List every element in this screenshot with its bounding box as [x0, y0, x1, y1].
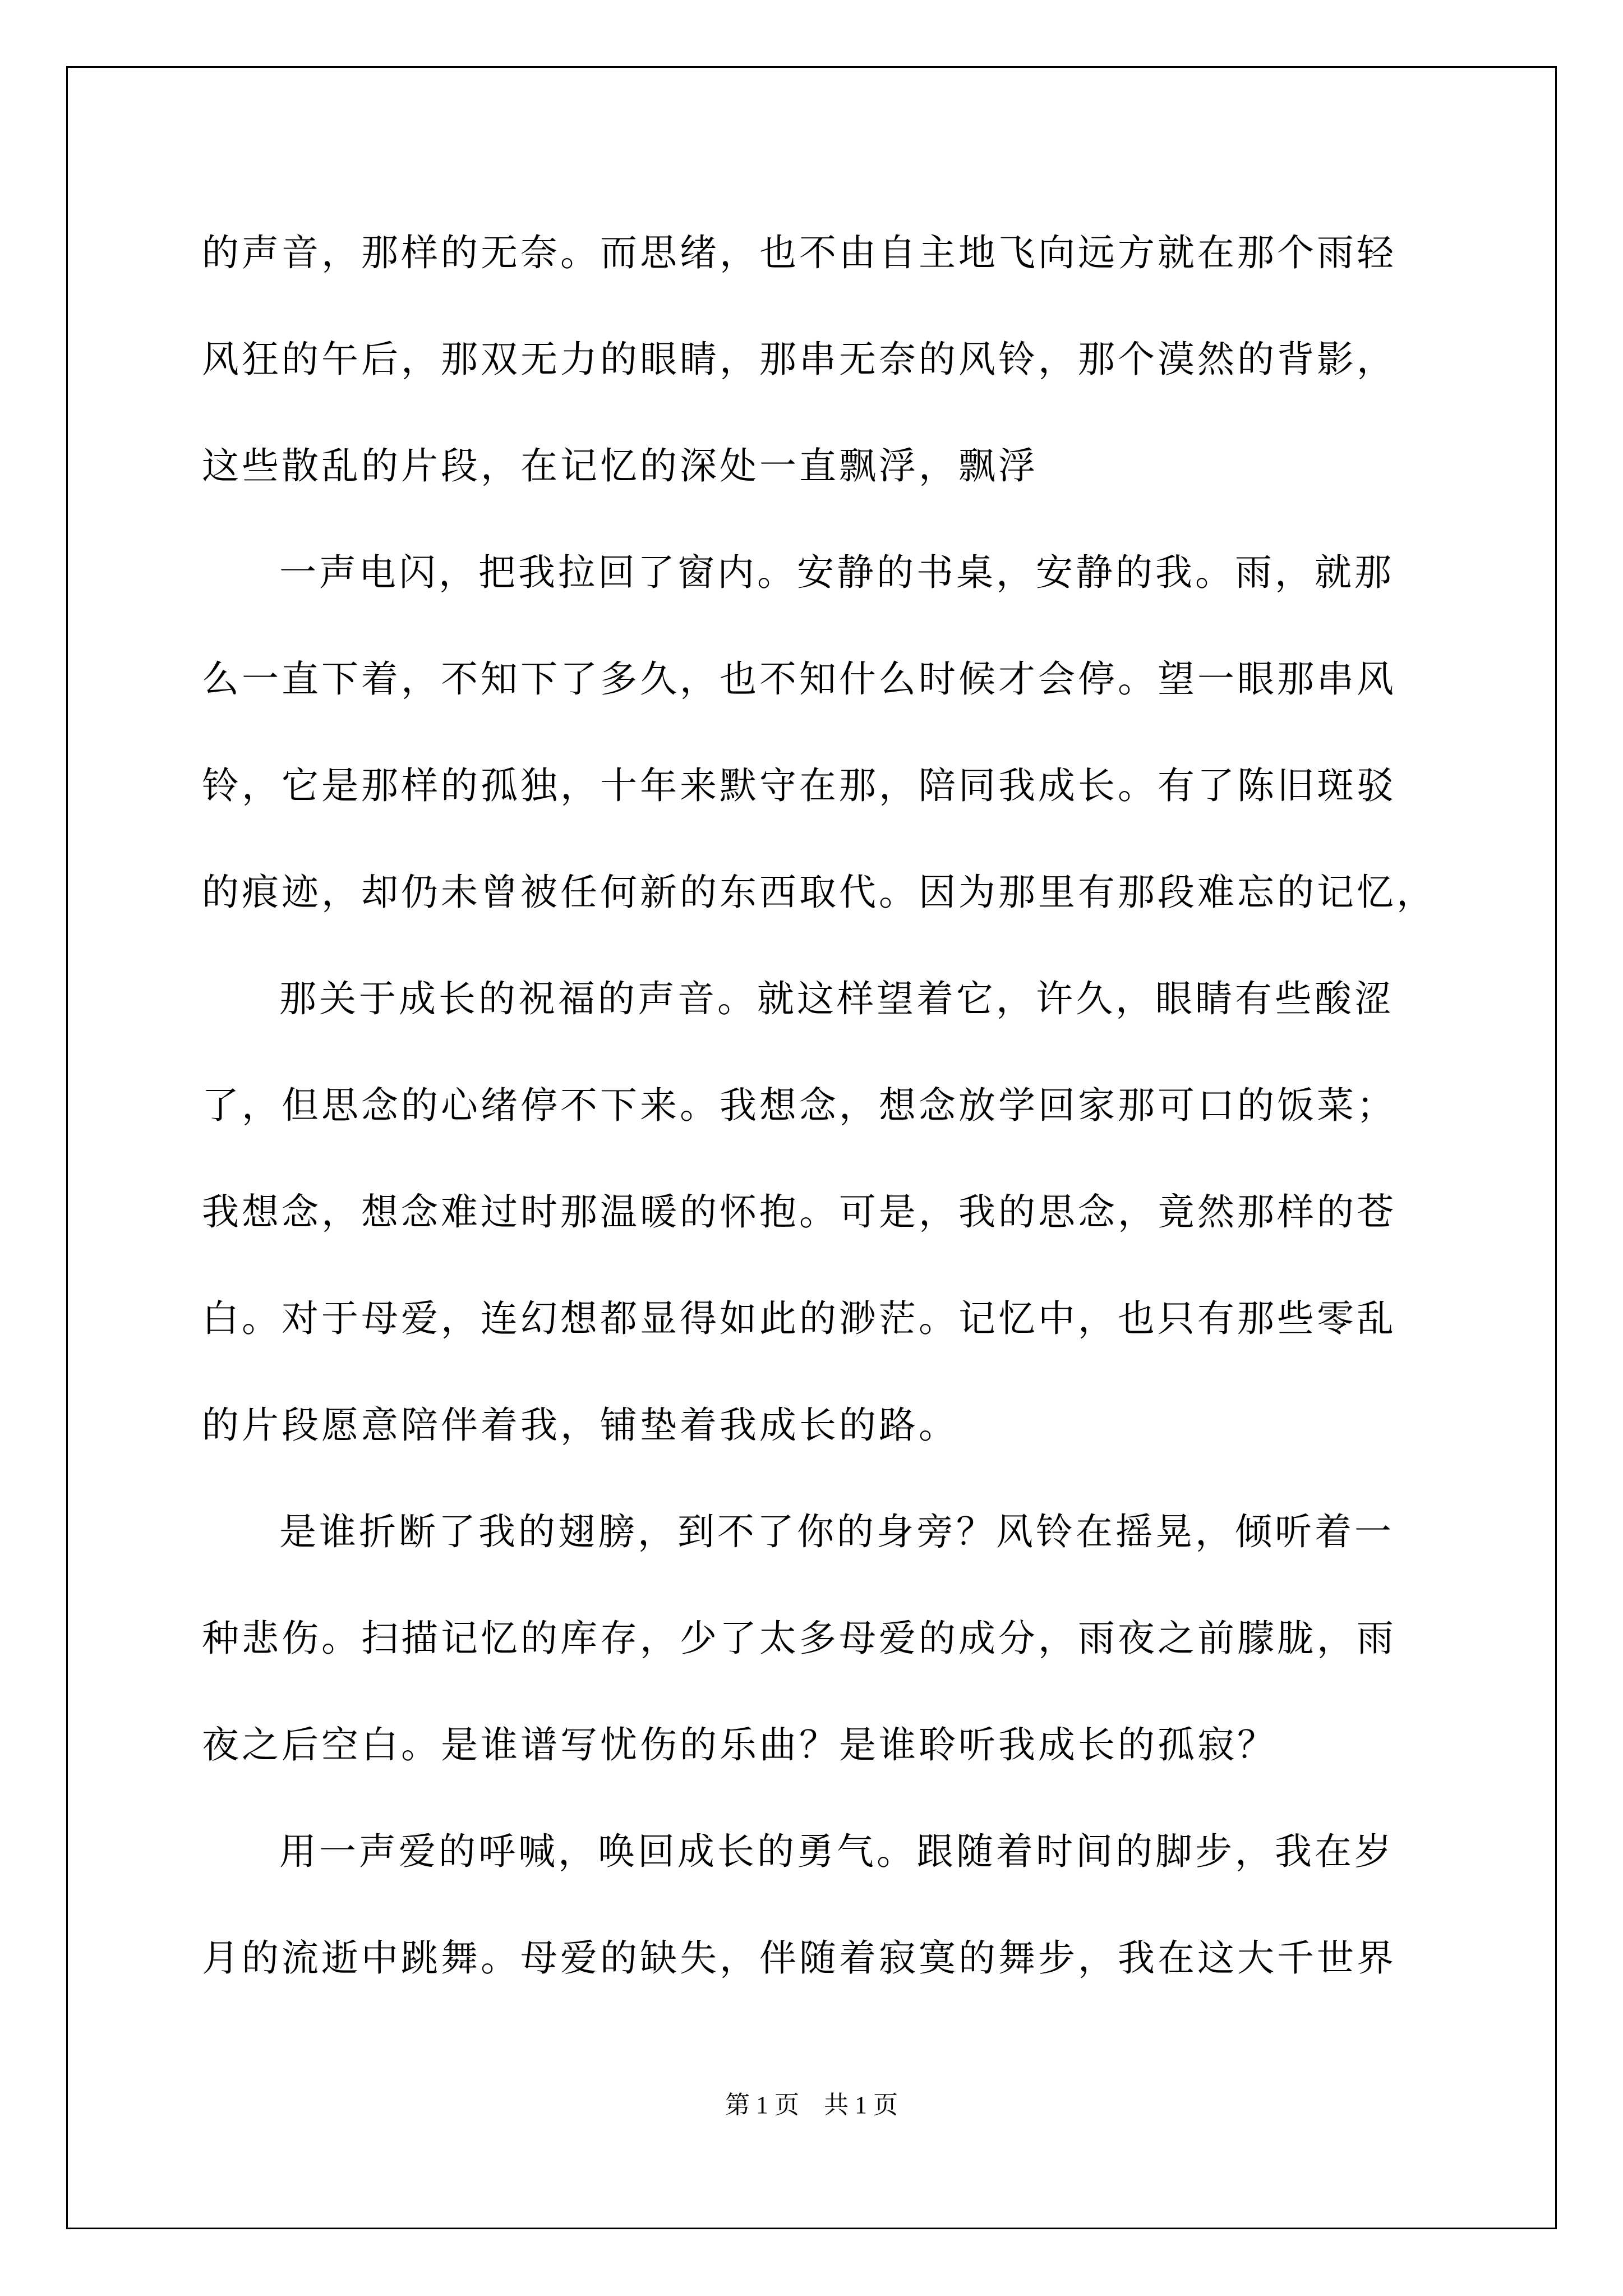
text-line: 那关于成长的祝福的声音。就这样望着它，许久，眼睛有些酸涩	[279, 977, 1394, 1020]
text-line: 风狂的午后，那双无力的眼睛，那串无奈的风铃，那个漠然的背影，	[202, 338, 1396, 381]
text-line: 的声音，那样的无奈。而思绪，也不由自主地飞向远方就在那个雨轻	[202, 231, 1396, 274]
text-line: 我想念，想念难过时那温暖的怀抱。可是，我的思念，竟然那样的苍	[202, 1190, 1396, 1234]
text-line: 么一直下着，不知下了多久，也不知什么时候才会停。望一眼那串风	[202, 657, 1396, 701]
text-line: 的痕迹，却仍未曾被任何新的东西取代。因为那里有那段难忘的记忆，	[202, 871, 1436, 914]
text-line: 用一声爱的呼喊，唤回成长的勇气。跟随着时间的脚步，我在岁	[279, 1830, 1394, 1873]
page-footer: 第 1 页 共 1 页	[725, 2091, 898, 2119]
text-line: 白。对于母爱，连幻想都显得如此的渺茫。记忆中，也只有那些零乱	[202, 1297, 1396, 1340]
document-body	[202, 219, 1436, 2031]
text-line: 一声电闪，把我拉回了窗内。安静的书桌，安静的我。雨，就那	[279, 551, 1394, 594]
text-line: 了，但思念的心绪停不下来。我想念，想念放学回家那可口的饭菜；	[202, 1084, 1396, 1127]
text-line: 的片段愿意陪伴着我，铺垫着我成长的路。	[202, 1404, 958, 1447]
text-line: 是谁折断了我的翅膀，到不了你的身旁？风铃在摇晃，倾听着一	[279, 1510, 1394, 1553]
text-line: 这些散乱的片段，在记忆的深处一直飘浮，飘浮	[202, 444, 1038, 487]
text-line: 种悲伤。扫描记忆的库存，少了太多母爱的成分，雨夜之前朦胧，雨	[202, 1617, 1396, 1660]
text-line: 月的流逝中跳舞。母爱的缺失，伴随着寂寞的舞步，我在这大千世界	[202, 1936, 1396, 1980]
text-line: 铃，它是那样的孤独，十年来默守在那，陪同我成长。有了陈旧斑驳	[202, 764, 1396, 807]
text-line: 夜之后空白。是谁谱写忧伤的乐曲？是谁聆听我成长的孤寂？	[202, 1723, 1277, 1766]
